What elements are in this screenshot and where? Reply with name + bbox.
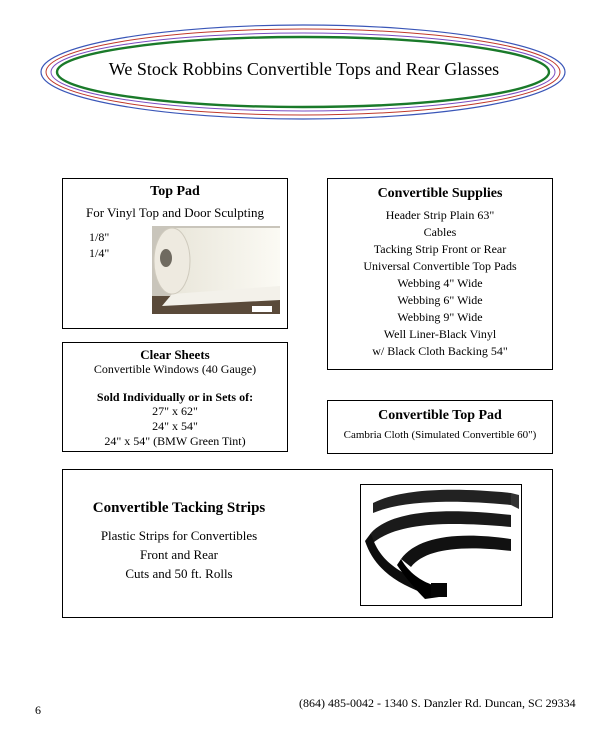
tacking-strip-line: Cuts and 50 ft. Rolls xyxy=(125,566,233,581)
clear-sheets-box xyxy=(62,342,288,452)
tacking-strips-box xyxy=(62,469,553,618)
convertible-top-pad-box xyxy=(327,400,553,454)
top-pad-box xyxy=(62,178,288,329)
top-pad-subtitle: For Vinyl Top and Door Sculpting xyxy=(85,205,265,220)
clear-sheets-sold-label: Sold Individually or in Sets of: xyxy=(96,390,254,404)
clear-sheets-sizes xyxy=(63,404,287,449)
supply-item: Well Liner-Black Vinyl xyxy=(383,327,497,341)
supply-item: Cables xyxy=(423,225,457,239)
supplies-list xyxy=(328,207,552,360)
tacking-strips-title: Convertible Tacking Strips xyxy=(92,500,266,516)
top-pad-size-2: 1/4" xyxy=(89,246,110,260)
supply-item: Tacking Strip Front or Rear xyxy=(373,242,507,256)
tacking-strip-line: Plastic Strips for Convertibles xyxy=(100,528,258,543)
foam-roll-image xyxy=(152,226,280,314)
clear-sheet-size: 27" x 62" xyxy=(152,404,198,418)
top-pad-title: Top Pad xyxy=(150,184,200,199)
footer-contact: (864) 485-0042 - 1340 S. Danzler Rd. Duncan, SC 29334 xyxy=(299,696,576,710)
supply-item: Webbing 9" Wide xyxy=(397,310,483,324)
page-number: 6 xyxy=(35,703,41,717)
clear-sheet-size: 24" x 54" (BMW Green Tint) xyxy=(104,434,246,448)
tacking-strips-lines xyxy=(63,526,295,583)
banner-title: We Stock Robbins Convertible Tops and Rear Glasses xyxy=(108,59,500,79)
convertible-supplies-box xyxy=(327,178,553,370)
top-pad-size-1: 1/8" xyxy=(89,230,110,244)
clear-sheet-size: 24" x 54" xyxy=(152,419,198,433)
tacking-strip-line: Front and Rear xyxy=(140,547,218,562)
clear-sheets-title: Clear Sheets xyxy=(140,347,210,362)
supply-item: Header Strip Plain 63" xyxy=(385,208,495,222)
convertible-top-pad-title: Convertible Top Pad xyxy=(378,408,502,423)
supply-item: Webbing 4" Wide xyxy=(397,276,483,290)
clear-sheets-subtitle: Convertible Windows (40 Gauge) xyxy=(93,362,257,376)
rubber-strip-coil-image xyxy=(360,484,522,606)
convertible-supplies-title: Convertible Supplies xyxy=(377,186,503,201)
convertible-top-pad-subtitle: Cambria Cloth (Simulated Convertible 60") xyxy=(343,429,537,441)
supply-item: Universal Convertible Top Pads xyxy=(363,259,517,273)
supply-item: Webbing 6" Wide xyxy=(397,293,483,307)
supply-item: w/ Black Cloth Backing 54" xyxy=(372,344,508,358)
